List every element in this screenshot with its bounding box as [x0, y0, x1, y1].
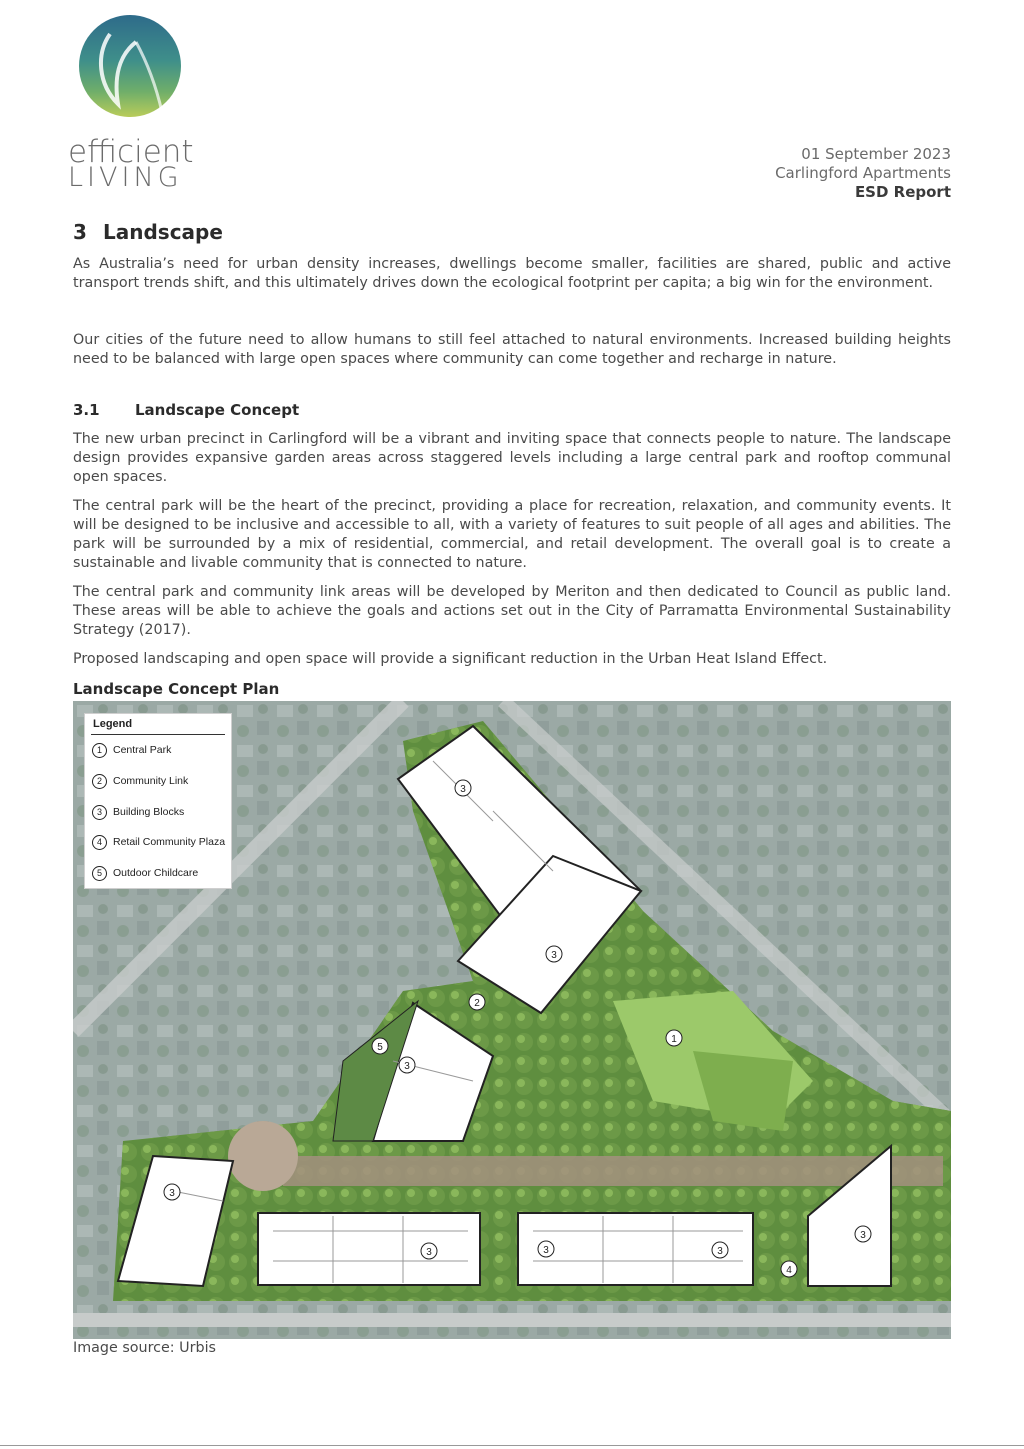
legend-label: Retail Community Plaza [113, 836, 226, 848]
plan-marker-central-park [666, 1030, 682, 1046]
legend-number: 5 [92, 866, 107, 881]
subsection-paragraph: The central park will be the heart of the precinct, providing a place for recreation, relaxation, and community events. It will be designed to be inclusive and accessible to all, with a variety of features to suit people of all ages and abilities. The park will be surrounded by a mix of residential, commercial, and retail development. The overall goal is to create a sustainable and livable community that is connected to nature. [73, 498, 951, 571]
svg-text:3: 3 [551, 950, 557, 961]
svg-text:3: 3 [460, 784, 466, 795]
legend-number: 4 [92, 835, 107, 850]
subsection-paragraph: The central park and community link areas will be developed by Meriton and then dedicated to Council as public land. These areas will be able to achieve the goals and actions set out in the City of Parramatta Environmental Sustainability Strategy (2017). [73, 584, 951, 638]
svg-text:2: 2 [474, 998, 480, 1009]
subsection-heading [73, 401, 299, 419]
figure-title: Landscape Concept Plan [73, 680, 280, 698]
legend-item [92, 834, 225, 850]
section-title: Landscape [103, 220, 223, 244]
plan-marker-building-blocks [546, 946, 562, 962]
subsection-title: Landscape Concept [135, 401, 300, 419]
plan-marker-building-blocks [164, 1184, 180, 1200]
figure-caption: Image source: Urbis [73, 1340, 216, 1356]
svg-text:3: 3 [404, 1061, 410, 1072]
plan-marker-building-blocks [855, 1226, 871, 1242]
subsection-paragraph: The new urban precinct in Carlingford will be a vibrant and inviting space that connects people to nature. The landscape design provides expansive garden areas across staggered levels including a large central park and rooftop communal open spaces. [73, 431, 951, 485]
svg-text:4: 4 [786, 1265, 792, 1276]
svg-text:3: 3 [717, 1246, 723, 1257]
legend-label: Outdoor Childcare [113, 867, 199, 879]
legend-item [92, 804, 184, 820]
section-number: 3 [73, 220, 87, 244]
legend-number: 2 [92, 774, 107, 789]
logo-wordmark-living: LIVING [68, 162, 183, 193]
section-paragraph: Our cities of the future need to allow humans to still feel attached to natural environments. Increased building heights need to be balanced with large open spaces where community can come together and recharge in nature. [73, 332, 951, 367]
section-heading [73, 220, 223, 244]
plan-marker-community-link [469, 994, 485, 1010]
legend-item [92, 773, 188, 789]
header-report: ESD Report [854, 183, 951, 201]
svg-text:3: 3 [543, 1245, 549, 1256]
legend-item [92, 865, 198, 881]
svg-text:3: 3 [426, 1247, 432, 1258]
plan-marker-outdoor-childcare [372, 1038, 388, 1054]
legend-label: Central Park [113, 744, 172, 756]
svg-text:1: 1 [671, 1034, 677, 1045]
header-date: 01 September 2023 [801, 145, 951, 163]
section-paragraph: As Australia’s need for urban density increases, dwellings become smaller, facilities are shared, public and active transport trends shift, and this ultimately drives down the ecological footprint per capita; a big win for the environment. [73, 256, 951, 291]
plan-marker-building-blocks [399, 1057, 415, 1073]
legend-label: Community Link [113, 775, 189, 787]
legend-divider [91, 734, 225, 735]
subsection-paragraph: Proposed landscaping and open space will provide a significant reduction in the Urban Heat Island Effect. [73, 651, 828, 667]
svg-text:5: 5 [377, 1042, 383, 1053]
legend-number: 1 [92, 743, 107, 758]
plan-marker-building-blocks [712, 1242, 728, 1258]
svg-text:3: 3 [169, 1188, 175, 1199]
svg-text:3: 3 [860, 1230, 866, 1241]
plan-marker-building-blocks [421, 1243, 437, 1259]
document-header [775, 145, 951, 202]
header-project: Carlingford Apartments [775, 164, 951, 182]
logo-wordmark-efficient: efficient [68, 134, 194, 170]
legend-number: 3 [92, 805, 107, 820]
plan-marker-retail-community-plaza [781, 1261, 797, 1277]
subsection-number: 3.1 [73, 401, 100, 419]
legend-label: Building Blocks [113, 806, 185, 818]
legend-title: Legend [93, 718, 133, 730]
plan-marker-building-blocks [455, 780, 471, 796]
legend-item [92, 742, 171, 758]
plan-legend [84, 713, 232, 889]
plan-marker-building-blocks [538, 1241, 554, 1257]
page-bottom-divider [0, 1445, 1024, 1446]
